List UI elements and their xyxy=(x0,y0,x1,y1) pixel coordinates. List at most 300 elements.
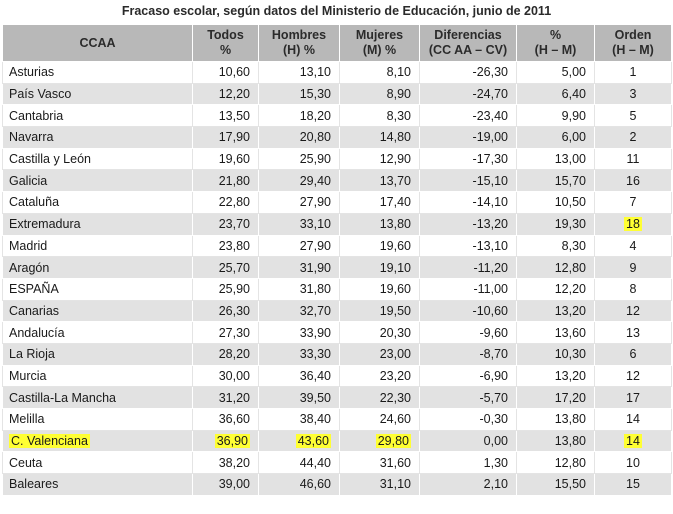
mujeres-cell-value: 20,30 xyxy=(379,325,411,340)
hombres-cell xyxy=(259,343,340,365)
orden-cell-value: 3 xyxy=(629,87,637,102)
todos-cell-value: 10,60 xyxy=(218,65,250,80)
todos-cell xyxy=(193,430,259,452)
pct-hm-cell xyxy=(517,300,595,322)
orden-cell xyxy=(595,148,672,170)
pct-hm-cell xyxy=(517,452,595,474)
mujeres-cell-value: 14,80 xyxy=(379,130,411,145)
ccaa-cell xyxy=(3,62,193,84)
diferencias-cell xyxy=(420,300,517,322)
mujeres-cell-value: 13,70 xyxy=(379,173,411,188)
ccaa-cell xyxy=(3,430,193,452)
todos-cell-value: 36,90 xyxy=(216,434,248,449)
ccaa-cell xyxy=(3,387,193,409)
orden-cell xyxy=(595,83,672,105)
hombres-cell xyxy=(259,148,340,170)
diferencias-cell xyxy=(420,170,517,192)
pct-hm-cell-value: 13,80 xyxy=(554,412,586,427)
ccaa-cell xyxy=(3,257,193,279)
pct-hm-cell-value: 15,70 xyxy=(554,173,586,188)
todos-cell-value: 39,00 xyxy=(218,477,250,492)
diferencias-cell-value: -26,30 xyxy=(472,65,508,80)
orden-cell xyxy=(595,322,672,344)
table-row xyxy=(3,452,672,474)
mujeres-cell xyxy=(340,387,420,409)
diferencias-cell xyxy=(420,452,517,474)
orden-cell-value: 1 xyxy=(629,65,637,80)
table-row xyxy=(3,300,672,322)
pct-hm-cell-value: 12,20 xyxy=(554,282,586,297)
header-line: (CC AA – CV) xyxy=(428,43,508,57)
table-row xyxy=(3,62,672,84)
mujeres-cell-value: 23,20 xyxy=(379,368,411,383)
diferencias-cell xyxy=(420,148,517,170)
todos-cell xyxy=(193,387,259,409)
ccaa-cell xyxy=(3,409,193,431)
todos-cell-value: 17,90 xyxy=(218,130,250,145)
todos-cell-value: 36,60 xyxy=(218,412,250,427)
todos-cell-value: 25,90 xyxy=(218,282,250,297)
mujeres-cell xyxy=(340,430,420,452)
hombres-cell xyxy=(259,170,340,192)
table-row xyxy=(3,83,672,105)
diferencias-cell xyxy=(420,213,517,235)
todos-cell xyxy=(193,409,259,431)
todos-cell xyxy=(193,235,259,257)
orden-cell xyxy=(595,235,672,257)
hombres-cell-value: 33,10 xyxy=(299,217,331,232)
hombres-cell-value: 29,40 xyxy=(299,173,331,188)
todos-cell-value: 31,20 xyxy=(218,390,250,405)
todos-cell-value: 27,30 xyxy=(218,325,250,340)
header-line: CCAA xyxy=(79,35,116,50)
orden-cell-value: 5 xyxy=(629,108,637,123)
diferencias-cell-value: -11,00 xyxy=(473,282,508,297)
pct-hm-cell-value: 13,80 xyxy=(554,434,586,449)
ccaa-cell-value: Castilla-La Mancha xyxy=(9,390,116,405)
col-header-mujeres xyxy=(340,25,420,62)
hombres-cell-value: 15,30 xyxy=(299,87,331,102)
hombres-cell xyxy=(259,365,340,387)
mujeres-cell-value: 22,30 xyxy=(379,390,411,405)
mujeres-cell xyxy=(340,474,420,496)
pct-hm-cell xyxy=(517,409,595,431)
mujeres-cell-value: 12,90 xyxy=(379,152,411,167)
orden-cell-value: 8 xyxy=(629,282,637,297)
mujeres-cell-value: 19,50 xyxy=(379,303,411,318)
mujeres-cell-value: 19,60 xyxy=(379,238,411,253)
pct-hm-cell-value: 9,90 xyxy=(561,108,586,123)
diferencias-cell-value: -19,00 xyxy=(472,130,508,145)
todos-cell xyxy=(193,278,259,300)
hombres-cell xyxy=(259,192,340,214)
orden-cell xyxy=(595,430,672,452)
mujeres-cell xyxy=(340,365,420,387)
ccaa-cell-value: Cataluña xyxy=(9,195,60,210)
todos-cell-value: 25,70 xyxy=(218,260,250,275)
hombres-cell-value: 36,40 xyxy=(299,368,331,383)
mujeres-cell xyxy=(340,105,420,127)
pct-hm-cell-value: 13,20 xyxy=(554,368,586,383)
ccaa-cell xyxy=(3,452,193,474)
pct-hm-cell-value: 6,00 xyxy=(561,130,586,145)
todos-cell-value: 21,80 xyxy=(218,173,250,188)
todos-cell xyxy=(193,148,259,170)
orden-cell xyxy=(595,192,672,214)
mujeres-cell xyxy=(340,213,420,235)
todos-cell xyxy=(193,170,259,192)
hombres-cell-value: 25,90 xyxy=(299,152,331,167)
mujeres-cell xyxy=(340,127,420,149)
hombres-cell-value: 27,90 xyxy=(299,195,331,210)
hombres-cell xyxy=(259,105,340,127)
table-row xyxy=(3,474,672,496)
ccaa-cell-value: Melilla xyxy=(9,412,45,427)
orden-cell-value: 14 xyxy=(626,412,640,427)
ccaa-cell-value: Madrid xyxy=(9,238,48,253)
todos-cell-value: 19,60 xyxy=(218,152,250,167)
pct-hm-cell-value: 19,30 xyxy=(554,217,586,232)
header-line: Diferencias xyxy=(434,28,502,42)
pct-hm-cell xyxy=(517,62,595,84)
todos-cell-value: 28,20 xyxy=(218,347,250,362)
pct-hm-cell-value: 13,00 xyxy=(554,152,586,167)
col-header-ccaa xyxy=(3,25,193,62)
table-header xyxy=(3,25,672,62)
todos-cell-value: 23,70 xyxy=(218,217,250,232)
mujeres-cell-value: 31,60 xyxy=(379,455,411,470)
todos-cell xyxy=(193,105,259,127)
hombres-cell-value: 18,20 xyxy=(299,108,331,123)
hombres-cell xyxy=(259,127,340,149)
diferencias-cell-value: -10,60 xyxy=(472,303,508,318)
table-row xyxy=(3,387,672,409)
hombres-cell xyxy=(259,452,340,474)
orden-cell xyxy=(595,300,672,322)
todos-cell xyxy=(193,213,259,235)
todos-cell xyxy=(193,192,259,214)
orden-cell-value: 9 xyxy=(629,260,637,275)
header-line: % xyxy=(549,28,562,42)
pct-hm-cell xyxy=(517,278,595,300)
header-row xyxy=(3,25,672,62)
pct-hm-cell xyxy=(517,213,595,235)
pct-hm-cell xyxy=(517,430,595,452)
pct-hm-cell-value: 10,50 xyxy=(554,195,586,210)
diferencias-cell-value: -24,70 xyxy=(472,87,508,102)
ccaa-cell-value: Canarias xyxy=(9,303,60,318)
todos-cell xyxy=(193,83,259,105)
mujeres-cell-value: 8,30 xyxy=(386,108,411,123)
ccaa-cell-value: Asturias xyxy=(9,65,55,80)
hombres-cell xyxy=(259,387,340,409)
todos-cell xyxy=(193,343,259,365)
fracaso-escolar-table xyxy=(2,24,672,496)
todos-cell xyxy=(193,452,259,474)
ccaa-cell-value: País Vasco xyxy=(9,87,72,102)
orden-cell xyxy=(595,127,672,149)
mujeres-cell xyxy=(340,235,420,257)
mujeres-cell-value: 29,80 xyxy=(377,434,409,449)
hombres-cell-value: 31,90 xyxy=(299,260,331,275)
todos-cell-value: 23,80 xyxy=(218,238,250,253)
hombres-cell xyxy=(259,278,340,300)
hombres-cell xyxy=(259,430,340,452)
todos-cell xyxy=(193,127,259,149)
orden-cell-value: 10 xyxy=(626,455,640,470)
hombres-cell-value: 39,50 xyxy=(299,390,331,405)
col-header-hombres xyxy=(259,25,340,62)
hombres-cell-value: 33,30 xyxy=(299,347,331,362)
diferencias-cell xyxy=(420,430,517,452)
pct-hm-cell-value: 8,30 xyxy=(561,238,586,253)
diferencias-cell-value: -23,40 xyxy=(472,108,508,123)
diferencias-cell xyxy=(420,343,517,365)
orden-cell xyxy=(595,278,672,300)
orden-cell xyxy=(595,452,672,474)
diferencias-cell-value: -9,60 xyxy=(479,325,508,340)
diferencias-cell xyxy=(420,409,517,431)
diferencias-cell-value: -8,70 xyxy=(479,347,508,362)
hombres-cell xyxy=(259,83,340,105)
diferencias-cell xyxy=(420,278,517,300)
orden-cell xyxy=(595,257,672,279)
diferencias-cell-value: -17,30 xyxy=(472,152,508,167)
hombres-cell xyxy=(259,409,340,431)
hombres-cell xyxy=(259,213,340,235)
mujeres-cell xyxy=(340,300,420,322)
todos-cell-value: 30,00 xyxy=(218,368,250,383)
mujeres-cell-value: 19,10 xyxy=(379,260,411,275)
diferencias-cell xyxy=(420,83,517,105)
diferencias-cell xyxy=(420,387,517,409)
ccaa-cell-value: Extremadura xyxy=(9,217,81,232)
hombres-cell xyxy=(259,474,340,496)
table-row xyxy=(3,192,672,214)
pct-hm-cell xyxy=(517,127,595,149)
table-body xyxy=(3,62,672,496)
diferencias-cell-value: -5,70 xyxy=(479,390,508,405)
table-row xyxy=(3,409,672,431)
todos-cell xyxy=(193,300,259,322)
orden-cell xyxy=(595,409,672,431)
pct-hm-cell-value: 10,30 xyxy=(554,347,586,362)
mujeres-cell-value: 24,60 xyxy=(379,412,411,427)
pct-hm-cell-value: 12,80 xyxy=(554,260,586,275)
table-row xyxy=(3,213,672,235)
pct-hm-cell xyxy=(517,474,595,496)
hombres-cell-value: 33,90 xyxy=(299,325,331,340)
header-line: Hombres xyxy=(271,28,327,42)
pct-hm-cell xyxy=(517,170,595,192)
diferencias-cell-value: -15,10 xyxy=(472,173,508,188)
ccaa-cell xyxy=(3,192,193,214)
ccaa-cell xyxy=(3,170,193,192)
todos-cell-value: 26,30 xyxy=(218,303,250,318)
ccaa-cell xyxy=(3,105,193,127)
pct-hm-cell xyxy=(517,192,595,214)
hombres-cell xyxy=(259,300,340,322)
hombres-cell xyxy=(259,257,340,279)
orden-cell-value: 6 xyxy=(629,347,637,362)
diferencias-cell-value: 2,10 xyxy=(483,477,508,492)
pct-hm-cell xyxy=(517,257,595,279)
orden-cell-value: 17 xyxy=(626,390,640,405)
orden-cell xyxy=(595,474,672,496)
table-row xyxy=(3,278,672,300)
ccaa-cell-value: Castilla y León xyxy=(9,152,91,167)
header-line: % xyxy=(219,43,232,57)
hombres-cell-value: 46,60 xyxy=(299,477,331,492)
mujeres-cell xyxy=(340,278,420,300)
table-row xyxy=(3,322,672,344)
ccaa-cell-value: Cantabria xyxy=(9,108,64,123)
header-line: Todos xyxy=(207,28,244,42)
pct-hm-cell-value: 13,20 xyxy=(554,303,586,318)
mujeres-cell xyxy=(340,322,420,344)
hombres-cell-value: 38,40 xyxy=(299,412,331,427)
todos-cell xyxy=(193,62,259,84)
ccaa-cell-value: ESPAÑA xyxy=(9,282,59,297)
pct-hm-cell-value: 6,40 xyxy=(561,87,586,102)
orden-cell-value: 18 xyxy=(626,217,640,232)
pct-hm-cell xyxy=(517,105,595,127)
mujeres-cell xyxy=(340,83,420,105)
table-row xyxy=(3,365,672,387)
mujeres-cell-value: 13,80 xyxy=(379,217,411,232)
orden-cell xyxy=(595,365,672,387)
diferencias-cell-value: -14,10 xyxy=(472,195,508,210)
diferencias-cell-value: -13,20 xyxy=(472,217,508,232)
mujeres-cell xyxy=(340,409,420,431)
pct-hm-cell xyxy=(517,83,595,105)
mujeres-cell xyxy=(340,170,420,192)
orden-cell-value: 4 xyxy=(629,238,637,253)
mujeres-cell xyxy=(340,192,420,214)
col-header-pct-hm xyxy=(517,25,595,62)
table-row xyxy=(3,343,672,365)
header-line: (H – M) xyxy=(534,43,577,57)
todos-cell-value: 22,80 xyxy=(218,195,250,210)
pct-hm-cell xyxy=(517,148,595,170)
mujeres-cell-value: 31,10 xyxy=(379,477,411,492)
hombres-cell-value: 31,80 xyxy=(299,282,331,297)
hombres-cell xyxy=(259,322,340,344)
hombres-cell-value: 13,10 xyxy=(299,65,331,80)
orden-cell xyxy=(595,213,672,235)
mujeres-cell-value: 8,10 xyxy=(386,65,411,80)
todos-cell xyxy=(193,257,259,279)
pct-hm-cell xyxy=(517,343,595,365)
table-row xyxy=(3,105,672,127)
orden-cell-value: 15 xyxy=(626,477,640,492)
pct-hm-cell xyxy=(517,322,595,344)
todos-cell xyxy=(193,474,259,496)
ccaa-cell xyxy=(3,343,193,365)
diferencias-cell xyxy=(420,235,517,257)
ccaa-cell xyxy=(3,148,193,170)
hombres-cell xyxy=(259,62,340,84)
table-row xyxy=(3,170,672,192)
table-row xyxy=(3,127,672,149)
pct-hm-cell-value: 12,80 xyxy=(554,455,586,470)
orden-cell-value: 12 xyxy=(626,368,640,383)
table-title: Fracaso escolar, según datos del Ministerio de Educación, junio de 2011 xyxy=(121,4,552,18)
hombres-cell-value: 43,60 xyxy=(297,434,329,449)
diferencias-cell xyxy=(420,257,517,279)
orden-cell xyxy=(595,170,672,192)
todos-cell-value: 13,50 xyxy=(218,108,250,123)
orden-cell-value: 12 xyxy=(626,303,640,318)
ccaa-cell xyxy=(3,278,193,300)
diferencias-cell-value: -0,30 xyxy=(479,412,508,427)
header-line: Mujeres xyxy=(355,28,404,42)
ccaa-cell xyxy=(3,474,193,496)
diferencias-cell xyxy=(420,322,517,344)
diferencias-cell xyxy=(420,127,517,149)
hombres-cell xyxy=(259,235,340,257)
hombres-cell-value: 27,90 xyxy=(299,238,331,253)
col-header-todos xyxy=(193,25,259,62)
todos-cell xyxy=(193,365,259,387)
orden-cell xyxy=(595,62,672,84)
hombres-cell-value: 32,70 xyxy=(299,303,331,318)
mujeres-cell xyxy=(340,62,420,84)
diferencias-cell-value: -13,10 xyxy=(472,238,508,253)
table-row xyxy=(3,235,672,257)
orden-cell xyxy=(595,343,672,365)
orden-cell-value: 7 xyxy=(629,195,637,210)
table-row xyxy=(3,430,672,452)
pct-hm-cell-value: 5,00 xyxy=(561,65,586,80)
col-header-diferencias xyxy=(420,25,517,62)
pct-hm-cell xyxy=(517,365,595,387)
ccaa-cell xyxy=(3,322,193,344)
ccaa-cell xyxy=(3,365,193,387)
pct-hm-cell-value: 13,60 xyxy=(554,325,586,340)
ccaa-cell-value: La Rioja xyxy=(9,347,55,362)
ccaa-cell-value: Galicia xyxy=(9,173,48,188)
pct-hm-cell xyxy=(517,235,595,257)
ccaa-cell xyxy=(3,127,193,149)
diferencias-cell xyxy=(420,105,517,127)
pct-hm-cell-value: 15,50 xyxy=(554,477,586,492)
diferencias-cell-value: -6,90 xyxy=(479,368,508,383)
header-line: (M) % xyxy=(362,43,397,57)
mujeres-cell-value: 19,60 xyxy=(379,282,411,297)
mujeres-cell-value: 8,90 xyxy=(386,87,411,102)
header-line: Orden xyxy=(614,28,652,42)
table-row xyxy=(3,148,672,170)
ccaa-cell-value: Aragón xyxy=(9,260,50,275)
orden-cell-value: 14 xyxy=(626,434,640,449)
orden-cell-value: 16 xyxy=(626,173,640,188)
todos-cell-value: 38,20 xyxy=(218,455,250,470)
ccaa-cell xyxy=(3,235,193,257)
ccaa-cell-value: Murcia xyxy=(9,368,47,383)
col-header-orden xyxy=(595,25,672,62)
pct-hm-cell xyxy=(517,387,595,409)
orden-cell-value: 2 xyxy=(629,130,637,145)
mujeres-cell xyxy=(340,148,420,170)
ccaa-cell-value: C. Valenciana xyxy=(11,434,88,449)
table-row xyxy=(3,257,672,279)
ccaa-cell xyxy=(3,213,193,235)
pct-hm-cell-value: 17,20 xyxy=(554,390,586,405)
diferencias-cell xyxy=(420,365,517,387)
diferencias-cell xyxy=(420,62,517,84)
diferencias-cell-value: 1,30 xyxy=(483,455,508,470)
